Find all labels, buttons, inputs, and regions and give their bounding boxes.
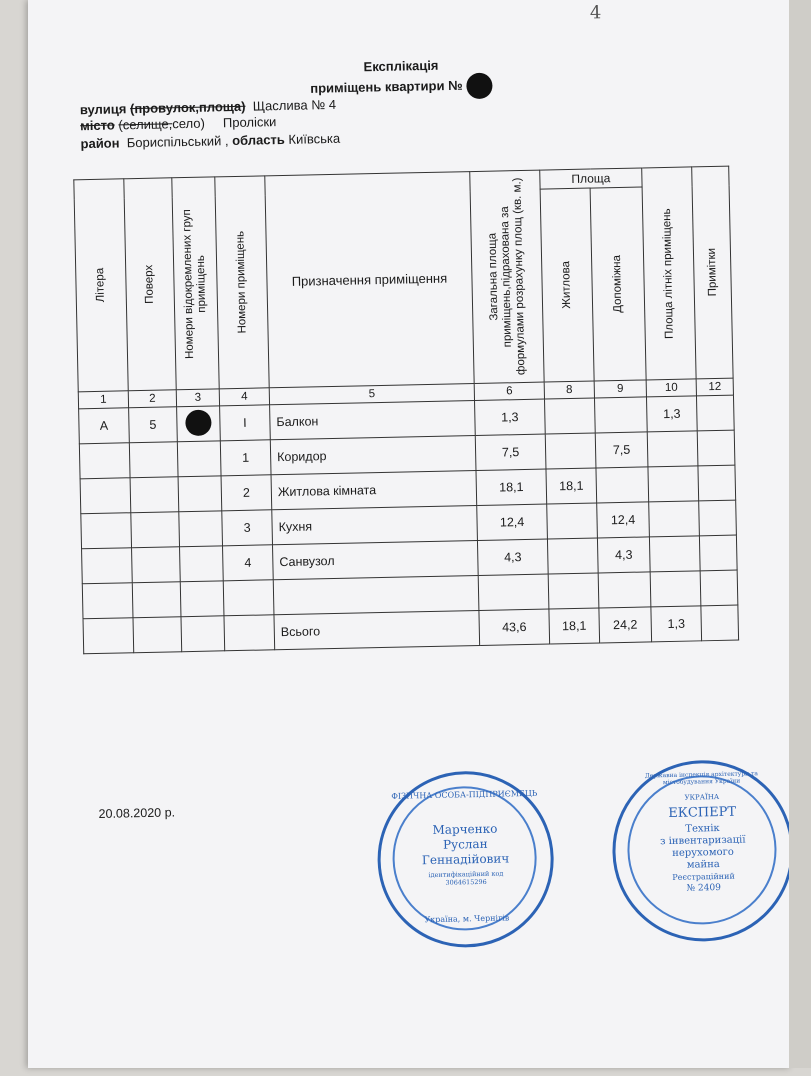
street-value: Щаслива № 4 [252, 96, 337, 114]
cell-litera [81, 513, 132, 549]
cell-poverh [130, 477, 179, 513]
header-living [540, 188, 594, 382]
header-litera-text: Літера [94, 267, 107, 303]
cell-empty [224, 615, 275, 651]
seal-stamp-left [376, 769, 556, 949]
total-label: Всього [274, 610, 480, 649]
header-total [470, 170, 544, 383]
cell-total: 12,4 [477, 504, 548, 540]
colnum: 2 [128, 390, 176, 408]
cell-litera [80, 478, 131, 514]
district-label: район [80, 135, 120, 152]
header-aux-text: Допоміжна [611, 254, 625, 314]
cell-purpose: Санвузол [272, 540, 478, 579]
cell-litera: А [79, 408, 130, 444]
cell-summer [647, 431, 698, 467]
colnum: 5 [269, 384, 474, 405]
cell-room: 4 [223, 545, 274, 581]
header-groups-text: Номери відокремлених груп приміщень [180, 208, 209, 359]
stamp-right-reg: Реєстраційний [672, 871, 735, 882]
page-mark: 4 [589, 2, 602, 24]
cell-aux: 12,4 [597, 502, 650, 538]
cell-room: 2 [221, 475, 272, 511]
total-living: 18,1 [549, 608, 600, 644]
region-value: Київська [288, 130, 341, 147]
address-district [80, 131, 340, 152]
cell-empty [223, 580, 274, 616]
cell-total: 4,3 [477, 539, 548, 575]
header-poverh [124, 178, 176, 391]
cell-empty [132, 582, 181, 618]
town-label-suffix: село) [172, 115, 206, 132]
colnum: 12 [696, 378, 733, 396]
cell-empty [650, 571, 701, 607]
cell-summer [648, 466, 699, 502]
cell-room: 3 [222, 510, 273, 546]
stamp-left-code: ідентифікаційний код 3064615296 [428, 869, 504, 887]
header-summer [642, 167, 696, 380]
colnum: 9 [594, 380, 646, 398]
total-total: 43,6 [479, 609, 550, 645]
cell-summer: 1,3 [646, 396, 697, 432]
colnum: 4 [219, 388, 269, 406]
header-poverh-text: Поверх [143, 264, 156, 304]
street-label-struck: (провулок,площа) [129, 98, 246, 117]
town-label: місто [80, 117, 115, 134]
title-line-1: Експлікація [363, 57, 439, 75]
header-notes [692, 166, 733, 379]
cell-notes [699, 500, 737, 536]
document-date: 20.08.2020 р. [98, 805, 176, 821]
town-label-struck: (селище, [118, 116, 173, 133]
total-aux: 24,2 [599, 607, 652, 643]
cell-empty [83, 618, 134, 654]
cell-litera [79, 443, 130, 479]
cell-room: 1 [220, 440, 271, 476]
street-label: вулиця [79, 101, 127, 118]
town-value: Пролiски [222, 114, 277, 131]
header-purpose-text: Призначення приміщення [291, 270, 448, 289]
cell-litera [82, 548, 133, 584]
header-summer-text: Площа літніх приміщень [661, 208, 676, 339]
header-rooms [215, 176, 269, 389]
cell-aux [594, 397, 647, 433]
cell-group [177, 406, 221, 442]
header-groups [172, 177, 219, 390]
cell-total: 7,5 [475, 434, 546, 470]
cell-group [177, 441, 221, 477]
cell-aux [596, 467, 649, 503]
header-aux [590, 187, 646, 381]
colnum: 6 [474, 382, 544, 400]
cell-purpose: Балкон [270, 401, 476, 440]
cell-empty [181, 616, 225, 652]
cell-empty [700, 570, 738, 606]
cell-group [178, 476, 222, 512]
document-title [291, 56, 512, 103]
cell-notes [696, 395, 734, 431]
stamp-right-line3: нерухомого [672, 846, 734, 859]
stamp-right-line2: з інвентаризації [659, 834, 746, 848]
cell-notes [697, 430, 735, 466]
district-value: Бориспільський , [126, 133, 229, 151]
redaction-dot [466, 73, 493, 100]
page-content [20, 0, 805, 1076]
document-page [28, 0, 791, 1068]
stamp-right-ring-text: Державна інспекція архітектури та містобудування України [644, 770, 759, 787]
cell-poverh [131, 512, 180, 548]
stamp-left-name1: Марченко [432, 821, 498, 837]
cell-empty [180, 581, 224, 617]
stamp-left-name2: Руслан [442, 836, 488, 852]
cell-empty [133, 617, 182, 653]
colnum: 10 [646, 379, 696, 397]
stamp-right-num: № 2409 [686, 882, 722, 894]
cell-empty [598, 572, 651, 608]
header-living-text: Житлова [560, 261, 574, 310]
header-purpose [265, 172, 474, 388]
cell-living [545, 433, 596, 469]
cell-living: 18,1 [546, 468, 597, 504]
cell-room: І [220, 405, 271, 441]
header-notes-text: Примітки [705, 248, 719, 297]
cell-living [547, 538, 598, 574]
cell-poverh [132, 547, 181, 583]
cell-summer [649, 536, 700, 572]
cell-notes [701, 605, 739, 641]
cell-empty [478, 574, 549, 610]
cell-total: 1,3 [475, 399, 546, 435]
cell-aux: 7,5 [595, 432, 648, 468]
stamp-right-title: ЕКСПЕРТ [668, 804, 737, 822]
cell-living [545, 398, 596, 434]
cell-poverh: 5 [129, 407, 178, 443]
cell-empty [548, 573, 599, 609]
cell-total: 18,1 [476, 469, 547, 505]
cell-living [547, 503, 598, 539]
cell-summer [649, 501, 700, 537]
colnum: 3 [176, 389, 219, 407]
total-summer: 1,3 [651, 606, 702, 642]
cell-empty [82, 583, 133, 619]
background-edge [789, 0, 811, 1068]
colnum: 8 [544, 381, 594, 399]
stamp-left-name3: Геннадійович [421, 851, 510, 868]
stamp-right-line4: майна [686, 858, 720, 871]
cell-notes [698, 465, 736, 501]
header-total-text: Загальна площа приміщень,підрахована за формулами розрахунку площ (кв. м.) [486, 177, 528, 376]
cell-group [179, 511, 223, 547]
header-litera [74, 179, 128, 392]
cell-purpose: Кухня [272, 506, 478, 545]
cell-notes [699, 535, 737, 571]
stamp-left-bottom: Україна, м. Чернігів [424, 913, 510, 925]
redaction-dot [185, 409, 212, 436]
cell-poverh [129, 442, 178, 478]
title-line-2-text: приміщень квартири № [310, 77, 463, 96]
colnum: 1 [78, 391, 128, 409]
cell-purpose: Коридор [270, 436, 476, 475]
stamp-right-country: УКРАЇНА [684, 792, 720, 802]
stamp-left-ring-text: ФІЗИЧНА ОСОБА-ПІДПРИЄМЕЦЬ [391, 788, 538, 801]
seal-stamp-right [611, 758, 796, 943]
region-label: область [231, 131, 285, 149]
stamp-right-line1: Технік [685, 822, 720, 835]
address-town [80, 114, 277, 134]
explication-table [73, 166, 739, 655]
cell-aux: 4,3 [597, 537, 650, 573]
cell-purpose: Житлова кімната [271, 471, 477, 510]
header-rooms-text: Номери приміщень [234, 230, 249, 334]
header-area [540, 168, 642, 189]
cell-empty [273, 575, 479, 614]
cell-group [180, 546, 224, 582]
header-area-text: Площа [571, 171, 611, 186]
